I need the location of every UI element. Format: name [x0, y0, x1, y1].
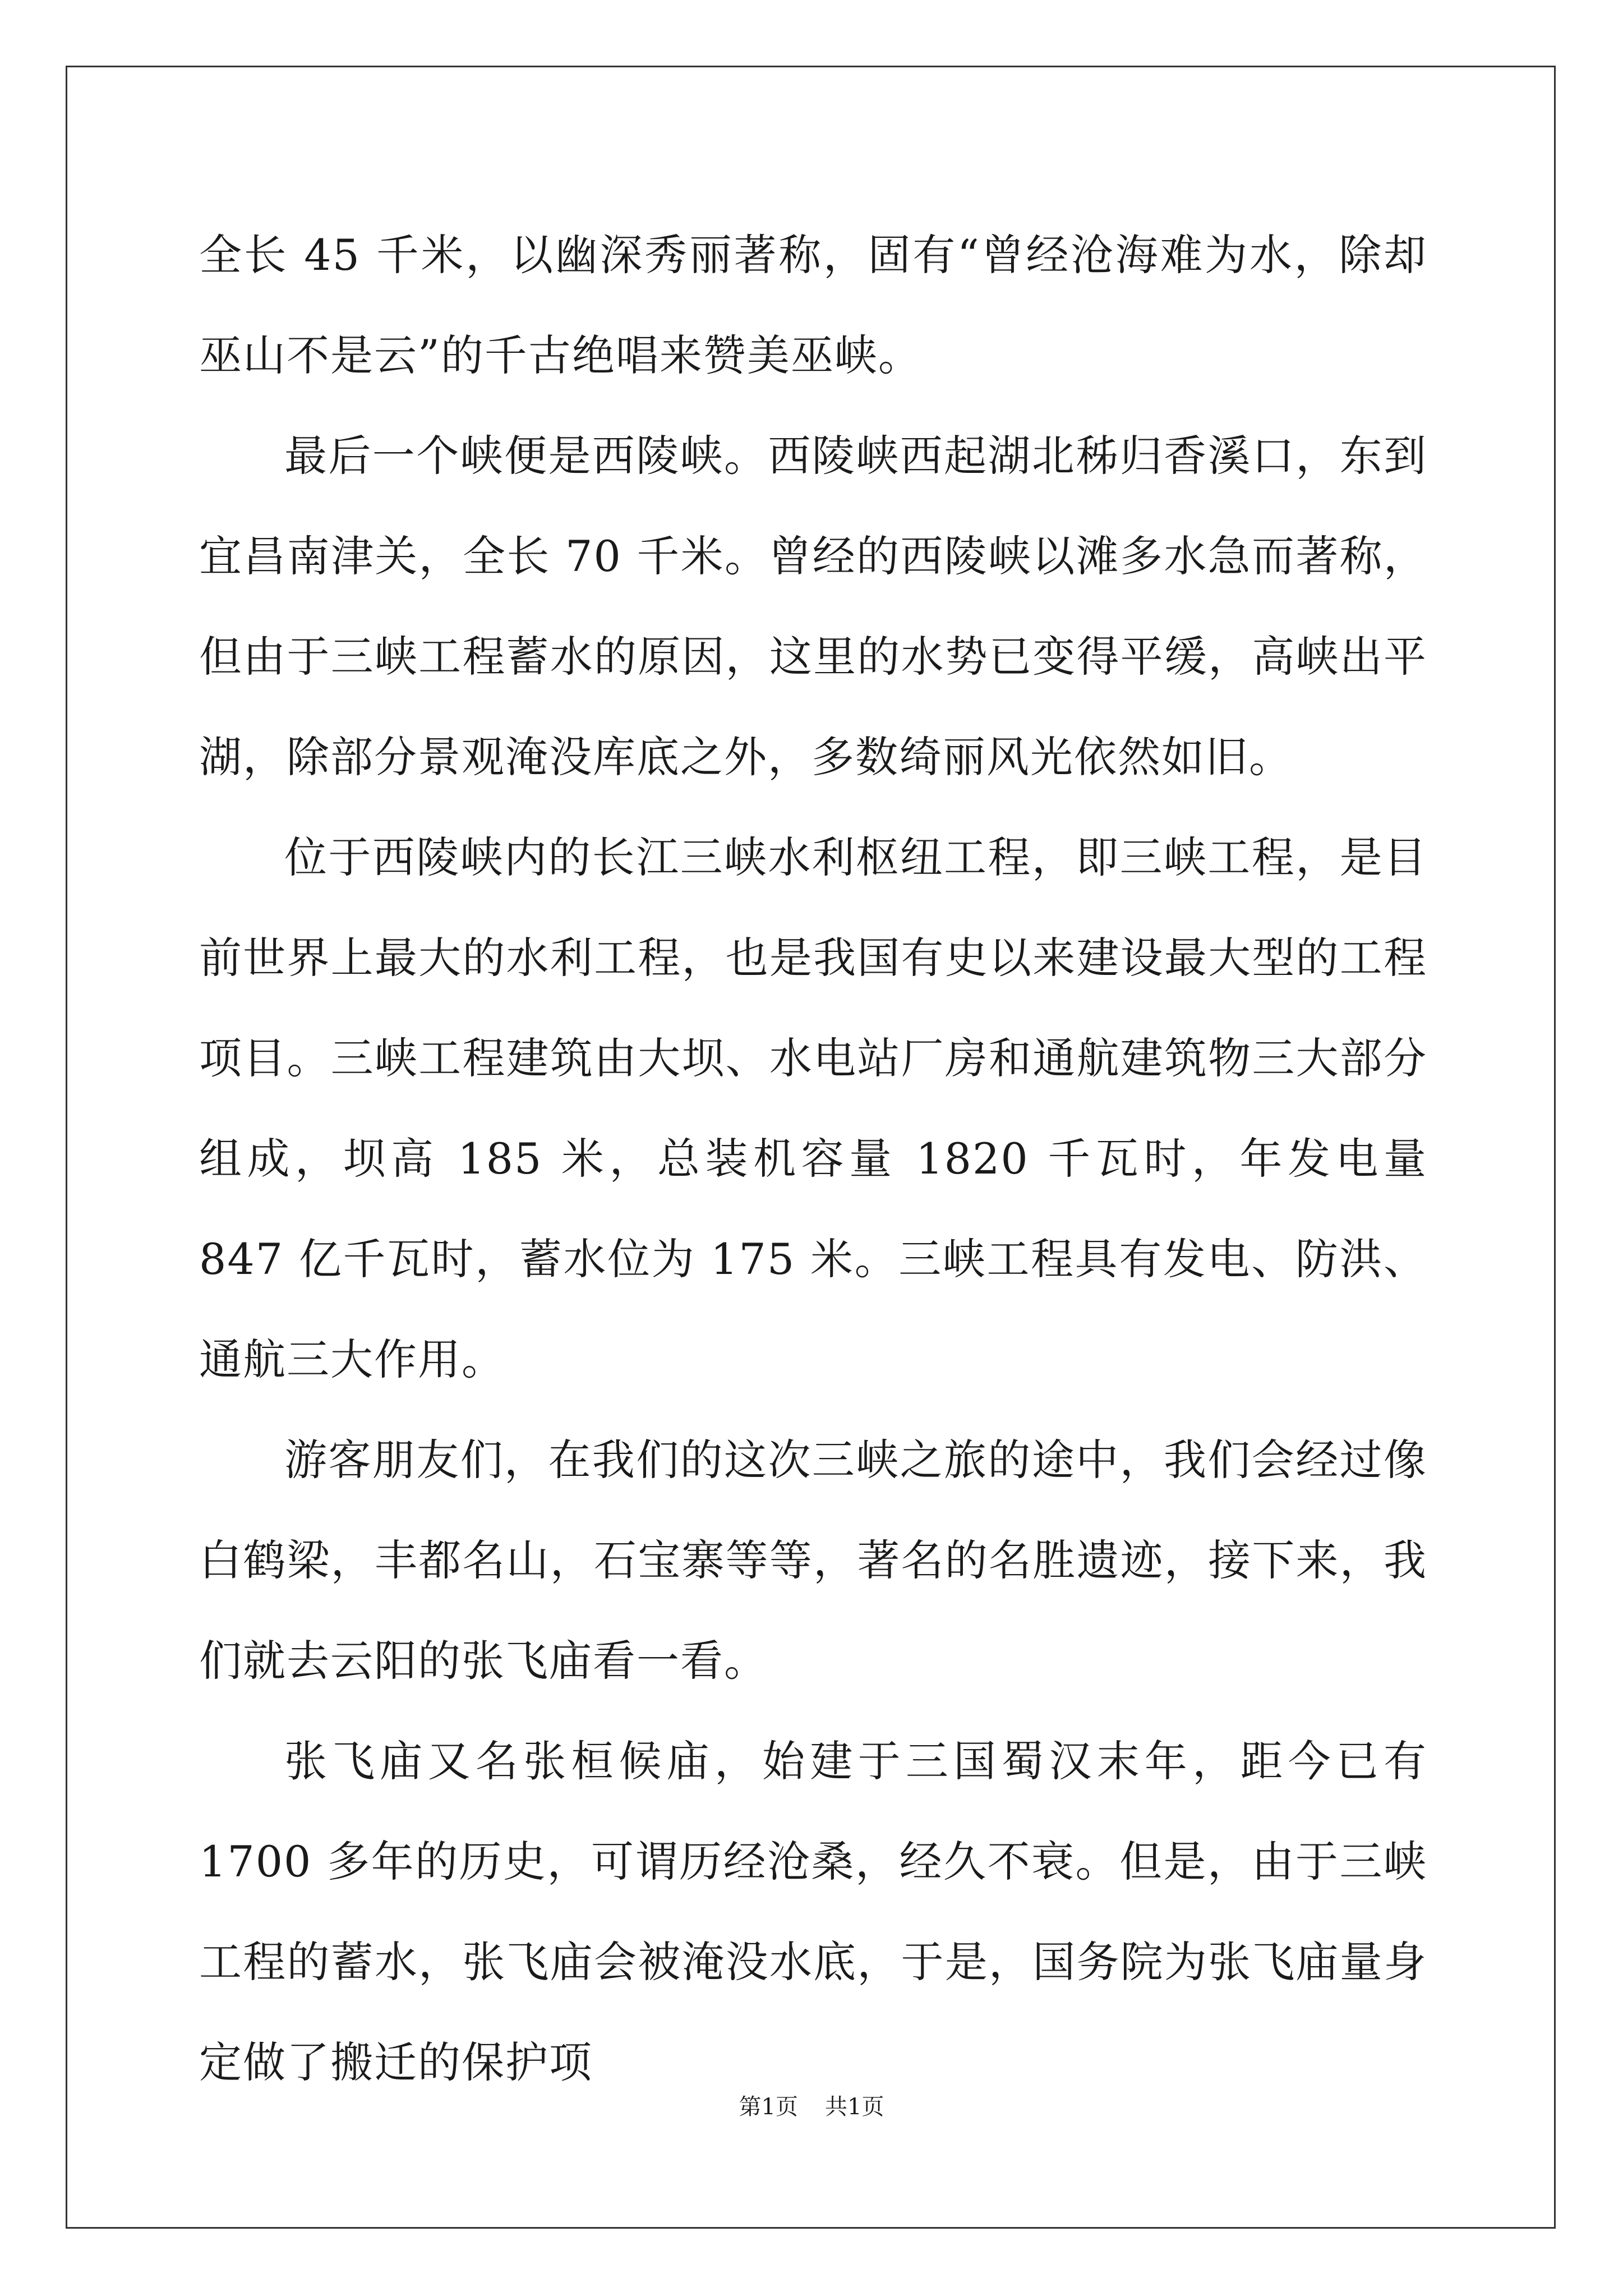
page-number-current: 第1页 — [739, 2094, 798, 2120]
page-footer — [0, 2090, 1623, 2124]
paragraph-5: 张飞庙又名张桓候庙，始建于三国蜀汉末年，距今已有 1700 多年的历史，可谓历经沧桑，经久不衰。但是，由于三峡工程的蓄水，张飞庙会被淹没水底，于是，国务院为张飞庙量身定做了搬迁的保护项 — [199, 1736, 1427, 2087]
page-number-total: 共1页 — [825, 2094, 884, 2120]
paragraph-4: 游客朋友们，在我们的这次三峡之旅的途中，我们会经过像白鹤梁，丰都名山，石宝寨等等，著名的名胜遗迹，接下来，我们就去云阳的张飞庙看一看。 — [199, 1435, 1427, 1686]
paragraph-1: 全长 45 千米，以幽深秀丽著称，固有“曾经沧海难为水，除却巫山不是云”的千古绝唱来赞美巫峡。 — [199, 230, 1427, 380]
paragraph-2: 最后一个峡便是西陵峡。西陵峡西起湖北秭归香溪口，东到宜昌南津关，全长 70 千米。曾经的西陵峡以滩多水急而著称，但由于三峡工程蓄水的原因，这里的水势已变得平缓，高峡出平湖，除部分景观淹没库底之外，多数绮丽风光依然如旧。 — [199, 431, 1427, 782]
document-body — [199, 205, 1427, 2113]
paragraph-3: 位于西陵峡内的长江三峡水利枢纽工程，即三峡工程，是目前世界上最大的水利工程，也是我国有史以来建设最大型的工程项目。三峡工程建筑由大坝、水电站厂房和通航建筑物三大部分组成，坝高 185 米，总装机容量 1820 千瓦时，年发电量 847 亿千瓦时，蓄水位为 175 米。三峡工程具有发电、防洪、通航三大作用。 — [199, 832, 1427, 1384]
